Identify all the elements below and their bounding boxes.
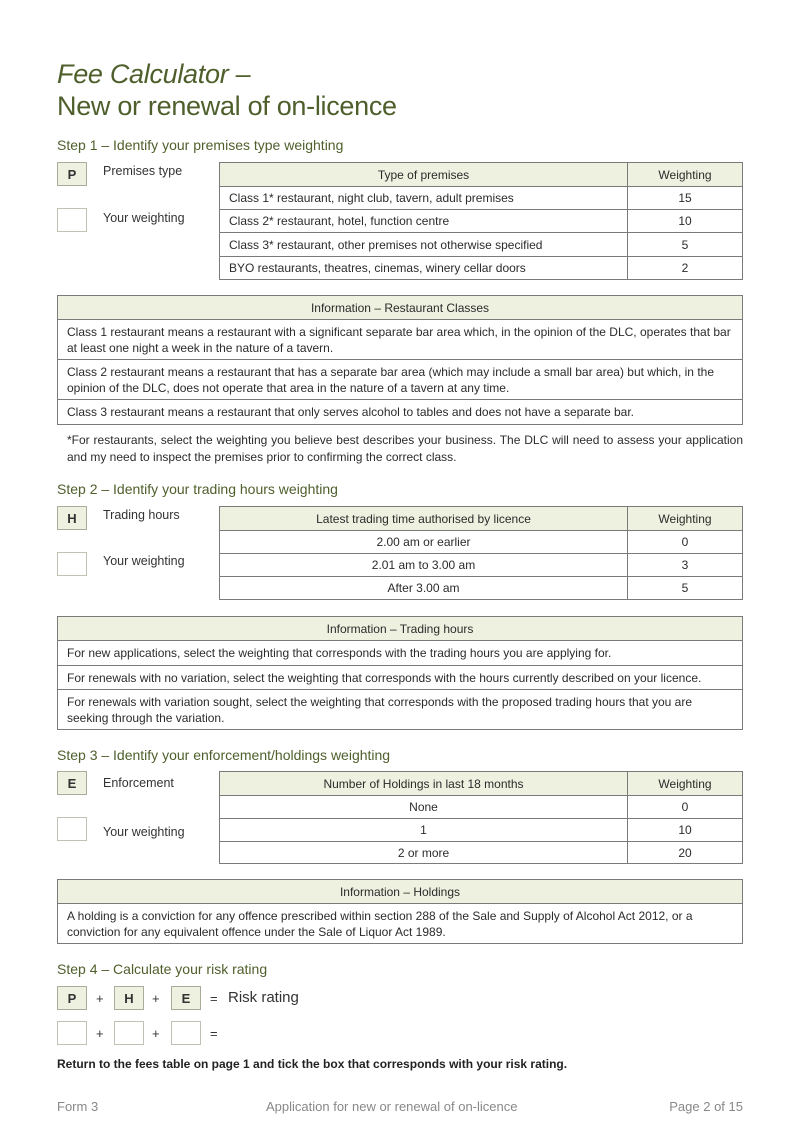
equals-sign: =	[210, 1026, 218, 1041]
step3-heading: Step 3 – Identify your enforcement/holdings weighting	[57, 747, 391, 763]
table-row	[220, 577, 743, 600]
table-cell: Weighting	[628, 772, 743, 796]
table-cell: Latest trading time authorised by licence	[220, 507, 628, 531]
instruction: Return to the fees table on page 1 and tick the box that corresponds with your risk rating.	[57, 1057, 568, 1071]
plus-sign: +	[96, 991, 104, 1006]
info-restaurant-classes	[57, 295, 743, 425]
table-row	[220, 507, 743, 531]
h-input[interactable]	[114, 1021, 144, 1045]
holdings-table	[219, 771, 743, 864]
p-box: P	[57, 986, 87, 1010]
table-row	[220, 819, 743, 842]
table-cell: Information – Holdings	[58, 880, 743, 904]
table-cell: BYO restaurants, theatres, cinemas, winery cellar doors	[220, 257, 628, 280]
table-row	[220, 210, 743, 233]
plus-sign: +	[152, 1026, 160, 1041]
table-cell: 3	[628, 554, 743, 577]
table-cell: 15	[628, 187, 743, 210]
table-row	[220, 163, 743, 187]
table-row	[58, 296, 743, 320]
table-row	[58, 641, 743, 666]
table-cell: After 3.00 am	[220, 577, 628, 600]
table-cell: 0	[628, 796, 743, 819]
header-type: Type of premises	[220, 163, 628, 187]
e-box: E	[171, 986, 201, 1010]
premises-weighting-input[interactable]	[57, 208, 87, 232]
title-line-2: New or renewal of on-licence	[57, 91, 397, 121]
your-weighting-label: Your weighting	[103, 554, 185, 568]
info-item: Class 1 restaurant means a restaurant with a significant separate bar area which, in the opinion of the DLC, operates that bar at least one night a week in the nature of a tavern.	[58, 320, 743, 360]
hours-letter-box: H	[57, 506, 87, 530]
table-row	[58, 880, 743, 904]
title-line-1: Fee Calculator –	[57, 59, 251, 89]
table-cell: 2 or more	[220, 842, 628, 864]
trading-hours-table	[219, 506, 743, 600]
info-title: Information – Restaurant Classes	[58, 296, 743, 320]
table-row	[220, 257, 743, 280]
table-row	[220, 233, 743, 257]
table-cell: Class 3* restaurant, other premises not otherwise specified	[220, 233, 628, 257]
info-item: Class 3 restaurant means a restaurant that only serves alcohol to tables and does not have a separate bar.	[58, 400, 743, 425]
premises-table	[219, 162, 743, 280]
step4-heading: Step 4 – Calculate your risk rating	[57, 961, 268, 977]
plus-sign: +	[96, 1026, 104, 1041]
footer-page: Page 2 of 15	[669, 1099, 743, 1114]
table-cell: Information – Trading hours	[58, 617, 743, 641]
info-trading-hours	[57, 616, 743, 730]
table-row	[58, 400, 743, 425]
e-input[interactable]	[171, 1021, 201, 1045]
enforcement-label: Enforcement	[103, 776, 174, 790]
info-item: A holding is a conviction for any offence prescribed within section 288 of the Sale and Supply of Alcohol Act 2012, or a conviction for any equivalent offence under the Sale of Liquor Act 1989.	[58, 904, 743, 944]
table-row	[58, 666, 743, 690]
step1-heading: Step 1 – Identify your premises type weighting	[57, 137, 344, 153]
enforcement-weighting-input[interactable]	[57, 817, 87, 841]
p-input[interactable]	[57, 1021, 87, 1045]
risk-rating-label: Risk rating	[228, 989, 299, 1006]
table-cell: 2.01 am to 3.00 am	[220, 554, 628, 577]
table-cell: 1	[220, 819, 628, 842]
table-row	[220, 772, 743, 796]
hours-weighting-input[interactable]	[57, 552, 87, 576]
enforcement-letter-box: E	[57, 771, 87, 795]
table-cell: Class 1* restaurant, night club, tavern, adult premises	[220, 187, 628, 210]
info-item: Class 2 restaurant means a restaurant that has a separate bar area (which may include a small bar area) but which, in the opinion of the DLC, does not operate that area in the nature of a tavern at any time.	[58, 360, 743, 400]
table-row	[58, 690, 743, 730]
table-row	[220, 187, 743, 210]
table-cell: 10	[628, 210, 743, 233]
table-cell: Class 2* restaurant, hotel, function centre	[220, 210, 628, 233]
premises-letter-box: P	[57, 162, 87, 186]
h-box: H	[114, 986, 144, 1010]
footnote: *For restaurants, select the weighting you believe best describes your business. The DLC will need to assess your application and my need to inspect the premises prior to confirming the correct class.	[67, 433, 743, 464]
info-holdings	[57, 879, 743, 944]
plus-sign: +	[152, 991, 160, 1006]
footer-title: Application for new or renewal of on-licence	[266, 1099, 518, 1114]
table-cell: 20	[628, 842, 743, 864]
trading-hours-label: Trading hours	[103, 508, 180, 522]
info-item: For renewals with no variation, select the weighting that corresponds with the hours currently described on your licence.	[58, 666, 743, 690]
equals-sign: =	[210, 991, 218, 1006]
info-item: For new applications, select the weighting that corresponds with the trading hours you are applying for.	[58, 641, 743, 666]
footer-form: Form 3	[57, 1099, 99, 1114]
header-weighting: Weighting	[628, 163, 743, 187]
table-cell: 10	[628, 819, 743, 842]
your-weighting-label: Your weighting	[103, 825, 185, 839]
table-cell: None	[220, 796, 628, 819]
table-row	[58, 360, 743, 400]
step2-heading: Step 2 – Identify your trading hours weighting	[57, 481, 338, 497]
table-cell: Weighting	[628, 507, 743, 531]
table-row	[220, 842, 743, 864]
table-row	[220, 554, 743, 577]
your-weighting-label: Your weighting	[103, 211, 185, 225]
table-cell: 0	[628, 531, 743, 554]
table-cell: 5	[628, 233, 743, 257]
table-row	[220, 796, 743, 819]
table-row	[220, 531, 743, 554]
table-cell: 2	[628, 257, 743, 280]
table-row	[58, 320, 743, 360]
table-row	[58, 617, 743, 641]
table-row	[58, 904, 743, 944]
premises-type-label: Premises type	[103, 164, 183, 178]
table-cell: 2.00 am or earlier	[220, 531, 628, 554]
info-item: For renewals with variation sought, select the weighting that corresponds with the proposed trading hours that you are seeking through the variation.	[58, 690, 743, 730]
table-cell: 5	[628, 577, 743, 600]
table-cell: Number of Holdings in last 18 months	[220, 772, 628, 796]
